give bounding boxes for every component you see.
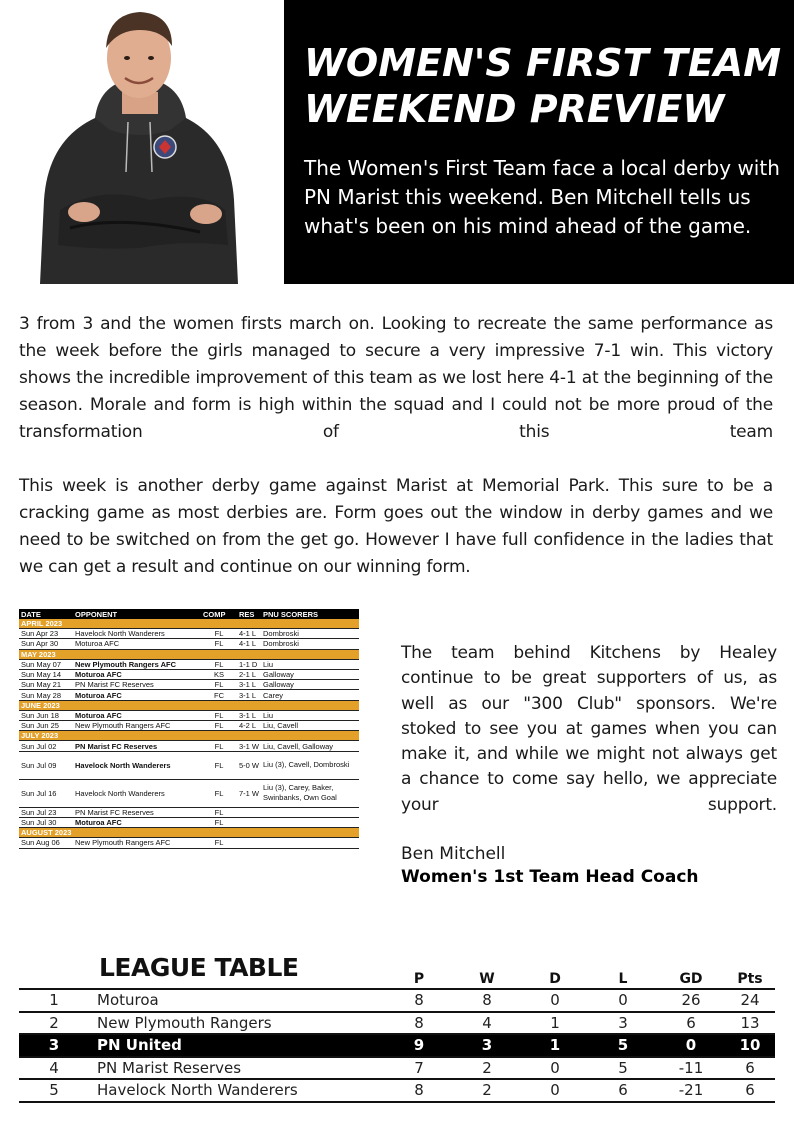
col-comp: COMP	[201, 609, 237, 619]
month-row: JUNE 2023	[19, 700, 359, 710]
col-team	[89, 970, 385, 989]
table-row: Sun Jun 18 Moturoa AFC FL 3-1 L Liu	[19, 710, 359, 720]
table-row: Sun Jun 25 New Plymouth Rangers AFC FL 4-2 L Liu, Cavell	[19, 721, 359, 731]
table-row: Sun May 21 PN Marist FC Reserves FL 3-1 L Galloway	[19, 680, 359, 690]
col-lost: L	[589, 970, 657, 989]
fixtures-header-row	[19, 609, 359, 619]
table-row: Sun Jul 30 Moturoa AFC FL	[19, 817, 359, 827]
table-row: Sun May 28 Moturoa AFC FC 3-1 L Carey	[19, 690, 359, 700]
table-row: Sun Jul 09 Havelock North Wanderers FL 5-0 W Liu (3), Cavell, Dombroski	[19, 751, 359, 779]
col-pts: Pts	[725, 970, 775, 989]
league-row: 5 Havelock North Wanderers 8 2 0 6 -21 6	[19, 1079, 775, 1102]
coach-portrait-illustration	[0, 0, 284, 284]
league-row: 4 PN Marist Reserves 7 2 0 5 -11 6	[19, 1057, 775, 1080]
col-date: DATE	[19, 609, 73, 619]
league-row-highlighted: 3 PN United 9 3 1 5 0 10	[19, 1034, 775, 1057]
author-role: Women's 1st Team Head Coach	[401, 867, 699, 887]
article-paragraph-2: This week is another derby game against Marist at Memorial Park. This sure to be a cracking game as most derbies are. Form goes out the window in derby games and we need to be switched on from the get go. However I have full confidence in the ladies that we can get a result and continue on our winning form.	[19, 476, 773, 577]
col-played: P	[385, 970, 453, 989]
sponsor-paragraph: The team behind Kitchens by Healey continue to be great supporters of us, as well as our "300 Club" sponsors. We're stoked to see you at games when you can make it, and while we might not always get a chance to come say hello, we appreciate your support.	[401, 643, 777, 815]
header-intro: The Women's First Team face a local derby with PN Marist this weekend. Ben Mitchell tells us what's been on his mind ahead of the game.	[304, 156, 780, 238]
table-row: Sun May 14 Moturoa AFC KS 2-1 L Galloway	[19, 669, 359, 679]
header-panel	[284, 0, 794, 284]
table-row: Sun Jul 16 Havelock North Wanderers FL 7-1 W Liu (3), Carey, Baker, Swinbanks, Own Goal	[19, 779, 359, 807]
month-row: APRIL 2023	[19, 619, 359, 629]
col-gd: GD	[657, 970, 725, 989]
month-row: AUGUST 2023	[19, 828, 359, 838]
league-row: 2 New Plymouth Rangers 8 4 1 3 6 13	[19, 1012, 775, 1035]
col-pos	[19, 970, 89, 989]
col-res: RES	[237, 609, 261, 619]
author-name: Ben Mitchell	[401, 844, 506, 864]
table-row: Sun Jul 02 PN Marist FC Reserves FL 3-1 W Liu, Cavell, Galloway	[19, 741, 359, 751]
coach-photo	[0, 0, 284, 284]
table-row: Sun May 07 New Plymouth Rangers AFC FL 1-1 D Liu	[19, 659, 359, 669]
article-paragraph-1: 3 from 3 and the women firsts march on. Looking to recreate the same performance as the week before the girls managed to secure a very impressive 7-1 win. This victory shows the incredible improvement of this team as we lost here 4-1 at the beginning of the season. Morale and form is high within the squad and I could not be more proud of the transformation of this team	[19, 314, 773, 442]
league-table	[19, 970, 775, 1103]
col-scorers: PNU SCORERS	[261, 609, 359, 619]
table-row: Sun Apr 23 Havelock North Wanderers FL 4-1 L Dombroski	[19, 629, 359, 639]
table-row: Sun Apr 30 Moturoa AFC FL 4-1 L Dombroski	[19, 639, 359, 649]
fixtures-table	[19, 609, 359, 849]
col-drawn: D	[521, 970, 589, 989]
col-won: W	[453, 970, 521, 989]
league-table-title: LEAGUE TABLE	[99, 953, 299, 982]
col-opponent: OPPONENT	[73, 609, 201, 619]
league-row: 1 Moturoa 8 8 0 0 26 24	[19, 989, 775, 1012]
league-header-row	[19, 970, 775, 989]
month-row: JULY 2023	[19, 731, 359, 741]
page-title: WOMEN'S FIRST TEAM WEEKEND PREVIEW	[304, 41, 782, 131]
month-row: MAY 2023	[19, 649, 359, 659]
table-row: Sun Aug 06 New Plymouth Rangers AFC FL	[19, 838, 359, 848]
table-row: Sun Jul 23 PN Marist FC Reserves FL	[19, 807, 359, 817]
